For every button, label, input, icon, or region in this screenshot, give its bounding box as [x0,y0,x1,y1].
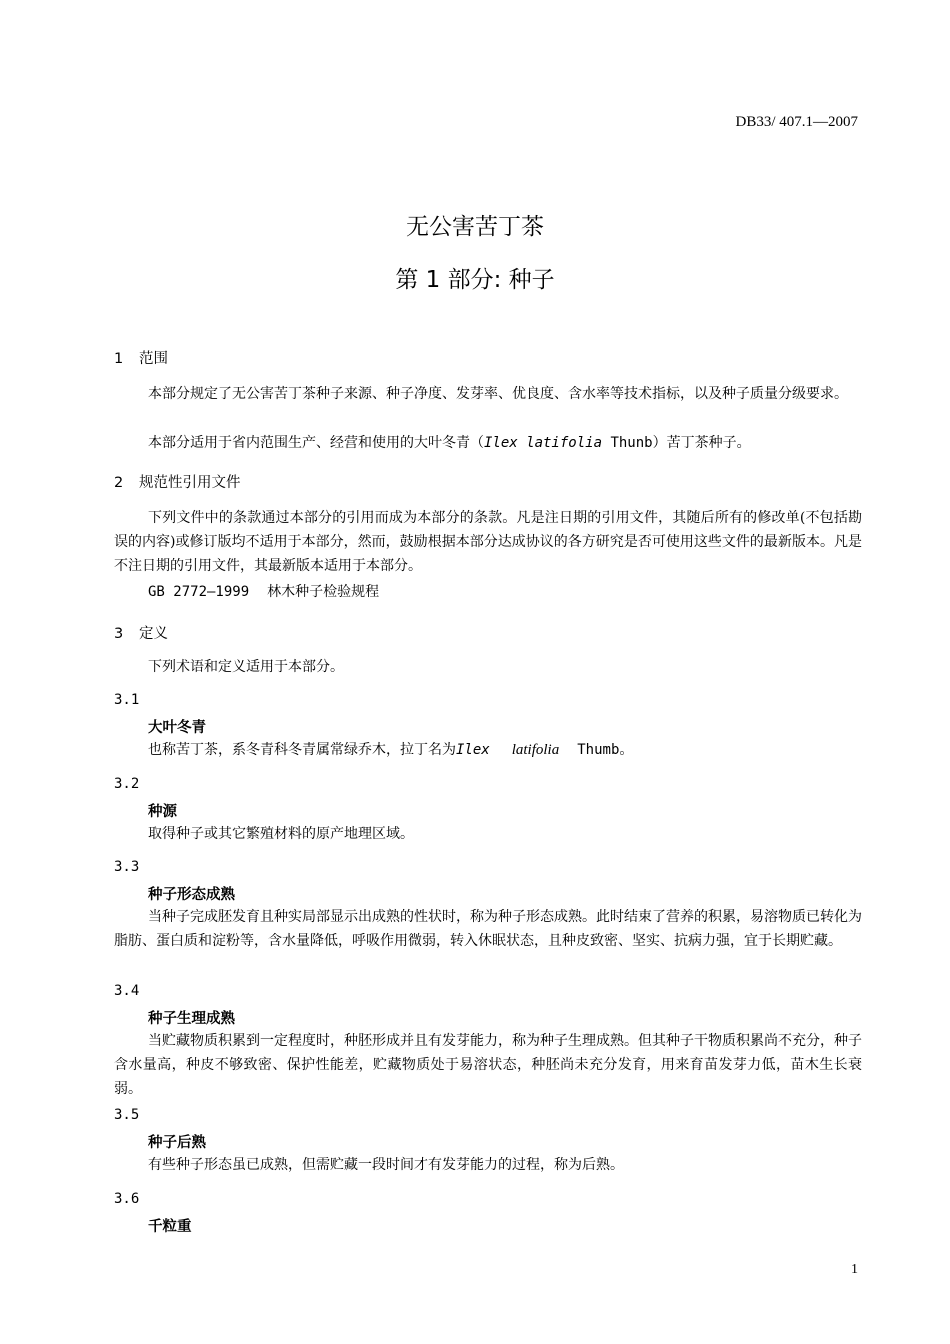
reference-code: GB 2772—1999 [148,584,250,600]
subsection-number: 3.1 [114,692,140,708]
document-title: 无公害苦丁茶 [406,214,544,240]
term-definition: 取得种子或其它繁殖材料的原产地理区域。 [148,826,414,842]
section-title: 范围 [139,351,168,367]
standard-code: DB33/ 407.1—2007 [735,114,858,130]
term-definition: 当贮藏物质积累到一定程度时，种胚形成并且有发芽能力，称为种子生理成熟。但其种子干物质积累尚不充分，种子含水量高，种皮不够致密、保护性能差，贮藏物质处于易溶状态，种胚尚未充分发育，用来育苗发芽力低，苗木生长衰弱。 [114,1033,862,1097]
term-title: 种子生理成熟 [148,1011,235,1027]
reference-title: 林木种子检验规程 [267,584,380,600]
section-number: 1 [114,351,124,367]
subsection-number: 3.2 [114,776,140,792]
section-heading-definitions [114,622,168,643]
page-number: 1 [851,1262,858,1277]
term-title: 种源 [148,804,177,820]
term-title: 千粒重 [148,1219,192,1235]
section-heading-references [114,471,241,492]
section-number: 2 [114,475,124,491]
term-title: 种子后熟 [148,1135,206,1151]
latin-author: Thunb [602,435,653,451]
scope-paragraph-2 [148,431,751,455]
def-post: Thumb。 [577,742,634,758]
section-title: 规范性引用文件 [139,475,241,491]
reference-item [148,580,379,604]
def-pre: 也称苦丁茶，系冬青科冬青属常绿乔木，拉丁名为 [148,742,456,758]
term-title: 大叶冬青 [148,720,206,736]
document-subtitle: 第 1 部分: 种子 [395,267,555,293]
latin-name: Ilex latifolia [484,435,603,451]
section-title: 定义 [139,626,168,642]
latin-species: latifolia [511,742,560,758]
term-definition: 当种子完成胚发育且种实局部显示出成熟的性状时，称为种子形态成熟。此时结束了营养的积累，易溶物质已转化为脂肪、蛋白质和淀粉等，含水量降低，呼吸作用微弱，转入休眠状态，且种皮致密、坚实、抗病力强，宜于长期贮藏。 [114,909,862,949]
definitions-intro: 下列术语和定义适用于本部分。 [148,659,344,675]
term-title: 种子形态成熟 [148,887,235,903]
term-definition: 有些种子形态虽已成熟，但需贮藏一段时间才有发芽能力的过程，称为后熟。 [148,1157,624,1173]
section-number: 3 [114,626,124,642]
subsection-number: 3.6 [114,1191,140,1207]
latin-genus: Ilex [456,742,490,758]
term-definition [148,738,633,762]
subsection-number: 3.5 [114,1107,140,1123]
subsection-number: 3.3 [114,859,140,875]
references-paragraph: 下列文件中的条款通过本部分的引用而成为本部分的条款。凡是注日期的引用文件，其随后所有的修改单(不包括勘误的内容)或修订版均不适用于本部分，然而，鼓励根据本部分达成协议的各方研究是否可使用这些文件的最新版本。凡是不注日期的引用文件，其最新版本适用于本部分。 [114,510,862,574]
scope-p2-post: ）苦丁茶种子。 [652,435,751,451]
subsection-number: 3.4 [114,983,140,999]
scope-paragraph-1: 本部分规定了无公害苦丁茶种子来源、种子净度、发芽率、优良度、含水率等技术指标，以及种子质量分级要求。 [148,386,848,402]
section-heading-scope [114,347,168,368]
scope-p2-pre: 本部分适用于省内范围生产、经营和使用的大叶冬青（ [148,435,484,451]
